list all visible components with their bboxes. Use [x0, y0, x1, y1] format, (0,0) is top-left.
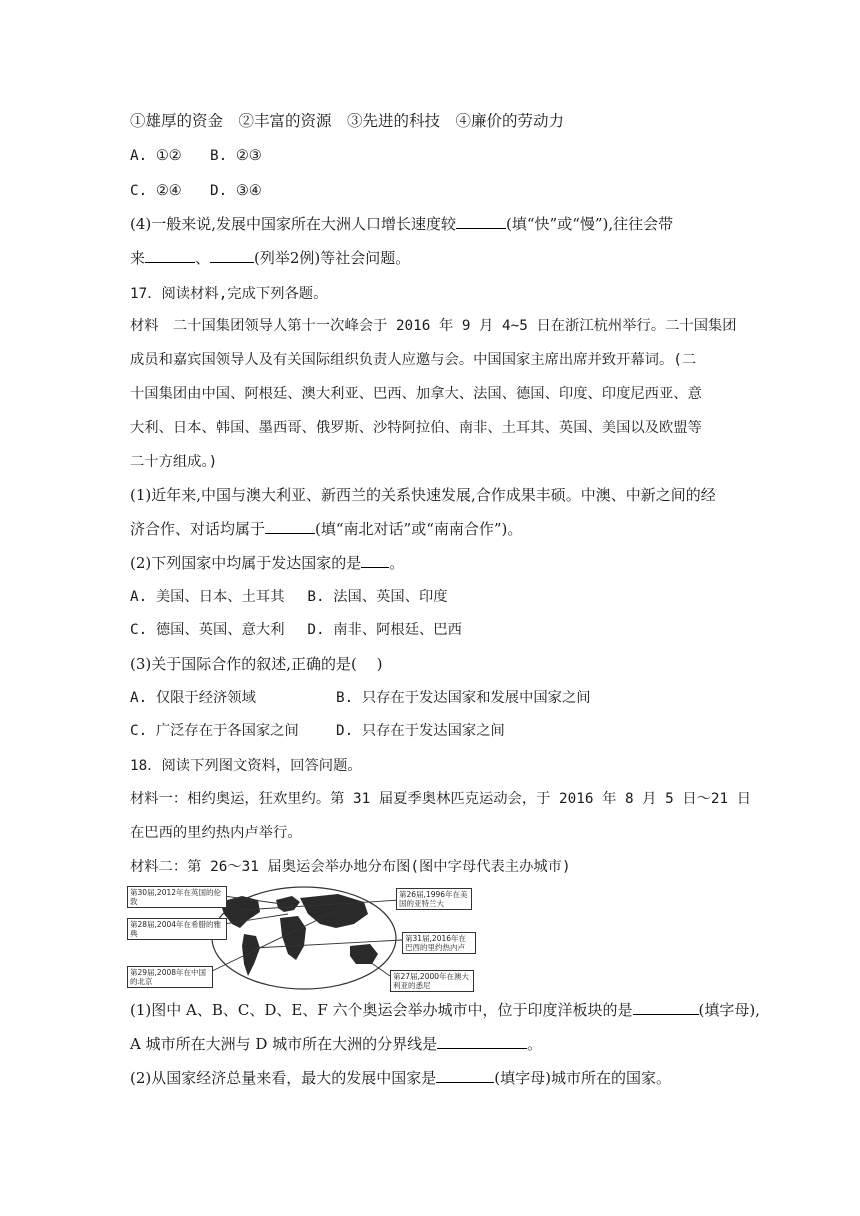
answer-blank	[437, 1034, 527, 1049]
q17-title: 17．阅读材料,完成下列各题。	[130, 286, 328, 302]
q17-material-line: 二十方组成。)	[130, 454, 218, 470]
q17-p1-text: 济合作、对话均属于	[130, 520, 266, 538]
answer-blank	[210, 248, 254, 263]
q16-part4-line1	[130, 214, 673, 234]
q16-part4-text: 、	[195, 249, 211, 267]
map-callout-athens: 第28届,2004年在希腊的雅典	[127, 918, 227, 940]
q17-p2-text: (2)下列国家中均属于发达国家的是	[130, 554, 362, 572]
q17-p2	[130, 553, 404, 573]
q17-p3-opt-ab: A. 仅限于经济领域 B. 只存在于发达国家和发展中国家之间	[130, 690, 591, 706]
q17-p3-opt-cd: C. 广泛存在于各国家之间 D. 只存在于发达国家之间	[130, 723, 505, 739]
q18-material2: 材料二：第 26～31 届奥运会举办地分布图(图中字母代表主办城市)	[130, 859, 571, 875]
q16-part4-text: 来	[130, 249, 146, 267]
q18-p1-line1	[130, 1000, 760, 1020]
q17-p2-opt-ab: A. 美国、日本、土耳其 B. 法国、英国、印度	[130, 589, 448, 605]
q18-p1-text: (填字母),	[698, 1001, 760, 1019]
q18-p1-text: A 城市所在大洲与 D 城市所在大洲的分界线是	[130, 1035, 438, 1053]
answer-blank	[436, 1068, 494, 1083]
answer-blank	[361, 553, 389, 568]
olympics-map-figure	[124, 884, 474, 992]
q17-material-line: 成员和嘉宾国领导人及有关国际组织负责人应邀与会。中国国家主席出席并致开幕词。(二	[130, 352, 697, 368]
map-callout-london: 第30届,2012年在英国的伦敦	[127, 886, 227, 908]
q18-title: 18．阅读下列图文资料，回答问题。	[130, 758, 362, 774]
answer-blank	[145, 248, 195, 263]
q17-material-line: 十国集团由中国、阿根廷、澳大利亚、巴西、加拿大、法国、德国、印度、印度尼西亚、意	[130, 386, 702, 402]
q18-p1-text: 。	[527, 1035, 543, 1053]
answer-blank	[265, 519, 315, 534]
q18-material1-line2: 在巴西的里约热内卢举行。	[130, 825, 302, 841]
q18-p2	[130, 1068, 671, 1088]
q16-part4-line2	[130, 248, 410, 268]
q18-p2-text: (2)从国家经济总量来看，最大的发展中国家是	[130, 1069, 437, 1087]
map-callout-rio: 第31届,2016年在巴西的里约热内卢	[402, 932, 476, 954]
q17-p2-opt-cd: C. 德国、英国、意大利 D. 南非、阿根廷、巴西	[130, 622, 462, 638]
map-callout-sydney: 第27届,2000年在澳大利亚的悉尼	[390, 970, 474, 992]
q17-p1-text: (填“南北对话”或“南南合作”)。	[315, 520, 523, 538]
q18-p1-line2	[130, 1034, 542, 1054]
q18-p2-text: (填字母)城市所在的国家。	[494, 1069, 671, 1087]
q18-material1-line1: 材料一：相约奥运，狂欢里约。第 31 届夏季奥林匹克运动会，于 2016 年 8 月 5 日～21 日	[130, 791, 752, 807]
q17-p2-text: 。	[389, 554, 405, 572]
answer-blank	[456, 214, 506, 229]
q17-p3: (3)关于国际合作的叙述,正确的是( )	[130, 655, 383, 673]
q16-part4-text: (4)一般来说,发展中国家所在大洲人口增长速度较	[130, 215, 457, 233]
q17-material-line: 材料 二十国集团领导人第十一次峰会于 2016 年 9 月 4~5 日在浙江杭州举行。二十国集团	[130, 318, 737, 334]
q17-p1-line2	[130, 519, 522, 539]
q16-choice-cd: C. ②④ D. ③④	[130, 183, 262, 199]
q17-material-line: 大利、日本、韩国、墨西哥、俄罗斯、沙特阿拉伯、南非、土耳其、英国、美国以及欧盟等	[130, 420, 702, 436]
q16-options-line: ①雄厚的资金 ②丰富的资源 ③先进的科技 ④廉价的劳动力	[130, 112, 565, 130]
map-callout-atlanta: 第26届,1996年在美国的亚特兰大	[396, 888, 472, 910]
q17-p1-line1: (1)近年来,中国与澳大利亚、新西兰的关系快速发展,合作成果丰硕。中澳、中新之间的经	[130, 486, 716, 504]
q18-p1-text: (1)图中 A、B、C、D、E、F 六个奥运会举办城市中，位于印度洋板块的是	[130, 1001, 633, 1019]
answer-blank	[633, 1000, 699, 1015]
q16-part4-text: (列举2例)等社会问题。	[254, 249, 411, 267]
q16-part4-text: (填“快”或“慢”),往往会带	[506, 215, 674, 233]
map-callout-beijing: 第29届,2008年在中国的北京	[127, 966, 213, 988]
q16-choice-ab: A. ①② B. ②③	[130, 148, 262, 164]
